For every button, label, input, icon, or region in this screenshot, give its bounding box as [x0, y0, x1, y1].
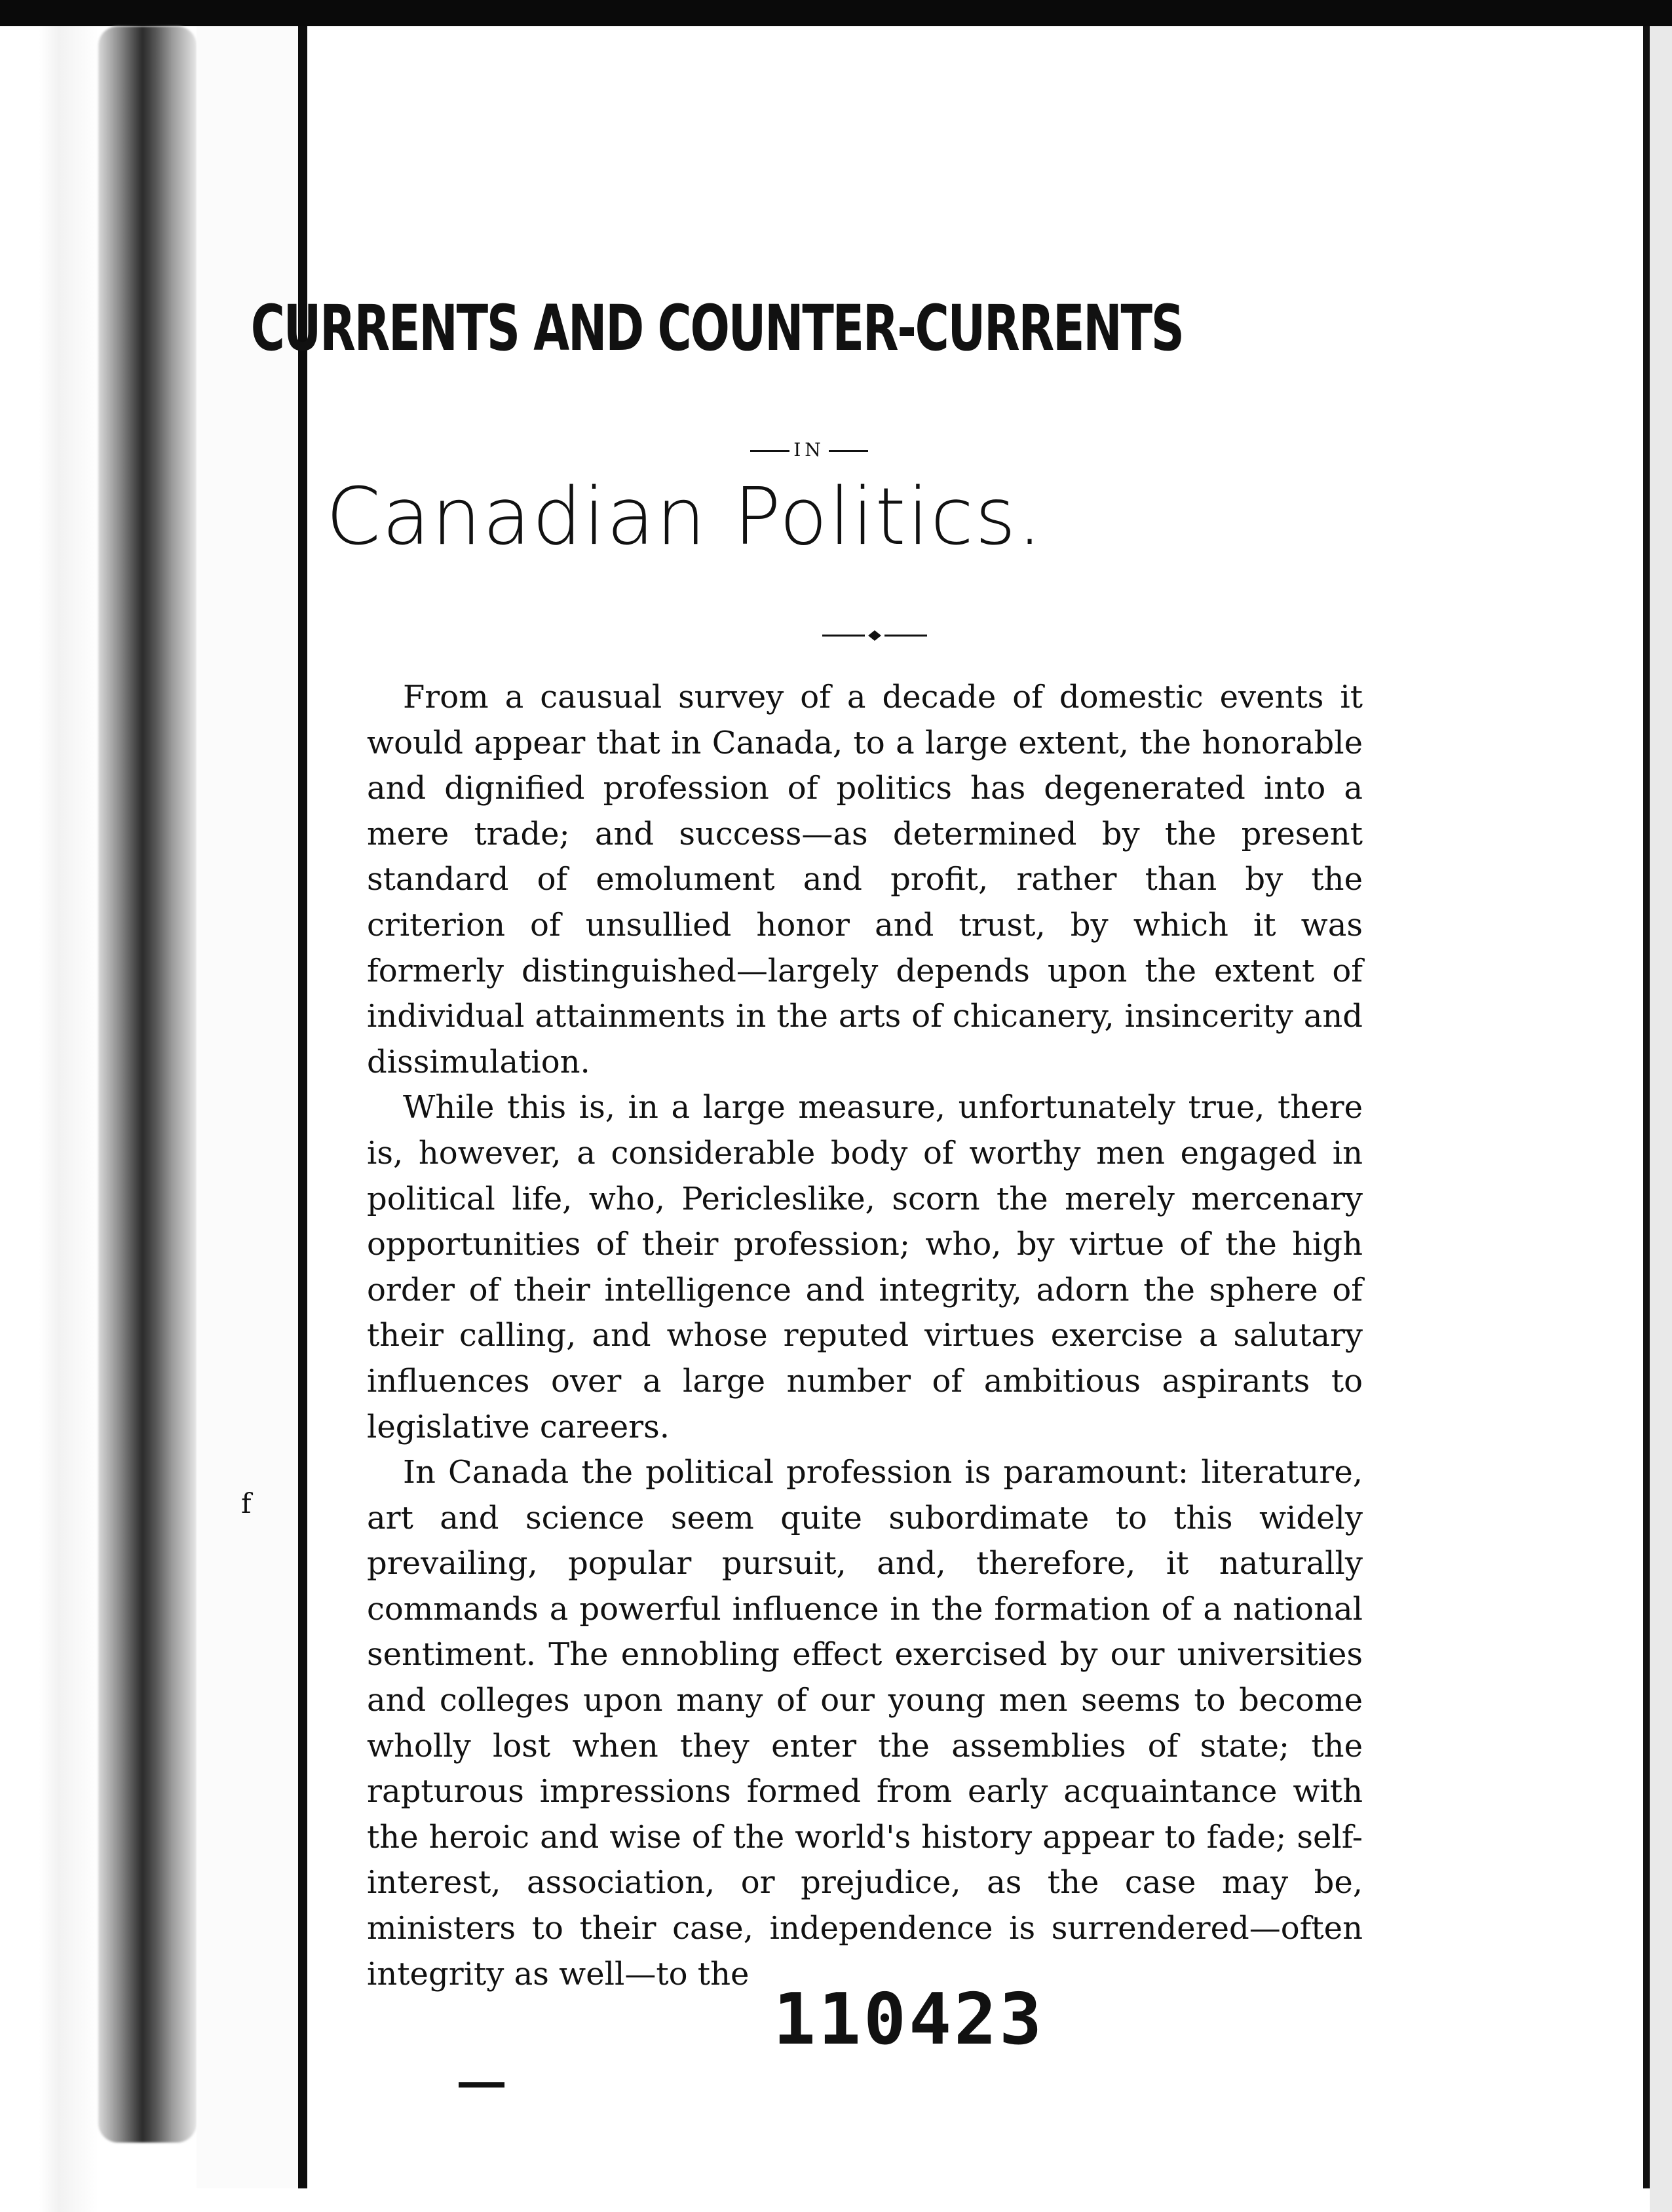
- page-right-edge: [1643, 26, 1650, 2188]
- body-text: [367, 675, 1363, 1997]
- ornament-divider: [822, 629, 927, 642]
- paragraph: In Canada the political profession is paramount: literature, art and science seem quite subordimate to this widely prevailing, popular pursuit, and, therefore, it naturally commands a powerful influence in the formation of a national sentiment. The ennobling effect exercised by our universities and colleges upon many of our young men seems to become wholly lost when they enter the assemblies of state; the rapturous impressions formed from early acquaintance with the heroic and wise of the world's history appear to fade; self-interest, association, or prejudice, as the case may be, ministers to their case, independence is surrendered—often integrity as well—to the: [367, 1454, 1363, 1993]
- next-page-strip: [1650, 26, 1672, 2212]
- document-title: CURRENTS AND COUNTER-CURRENTS: [250, 292, 1183, 365]
- document-subtitle: Canadian Politics.: [326, 472, 1044, 563]
- paragraph: From a causual survey of a decade of domestic events it would appear that in Canada, to a large extent, the honorable and dignified profession of politics has degenerated into a mere trade; and success—as determined by the present standard of emolument and profit, rather than by the criterion of unsullied honor and trust, by which it was formerly distinguished—largely depends upon the extent of individual attainments in the arts of chicanery, insincerity and dissimulation.: [367, 679, 1363, 1080]
- binding-shadow: [98, 26, 197, 2143]
- facing-page-strip: [0, 26, 98, 2212]
- scan-top-border: [0, 0, 1672, 26]
- margin-letter: f: [241, 1487, 252, 1519]
- paragraph: While this is, in a large measure, unfortunately true, there is, however, a considerable body of worthy men engaged in political life, who, Pericleslike, scorn the merely mercenary opportunities of their profession; who, by virtue of the high order of their intelligence and integrity, adorn the sphere of their calling, and whose reputed virtues exercise a salutary influences over a large number of ambitious aspirants to legislative careers.: [367, 1089, 1363, 1445]
- title-connector: IN: [727, 439, 891, 461]
- catalog-stamp-number: 110423: [773, 1979, 1045, 2061]
- bottom-mark: [459, 2082, 504, 2088]
